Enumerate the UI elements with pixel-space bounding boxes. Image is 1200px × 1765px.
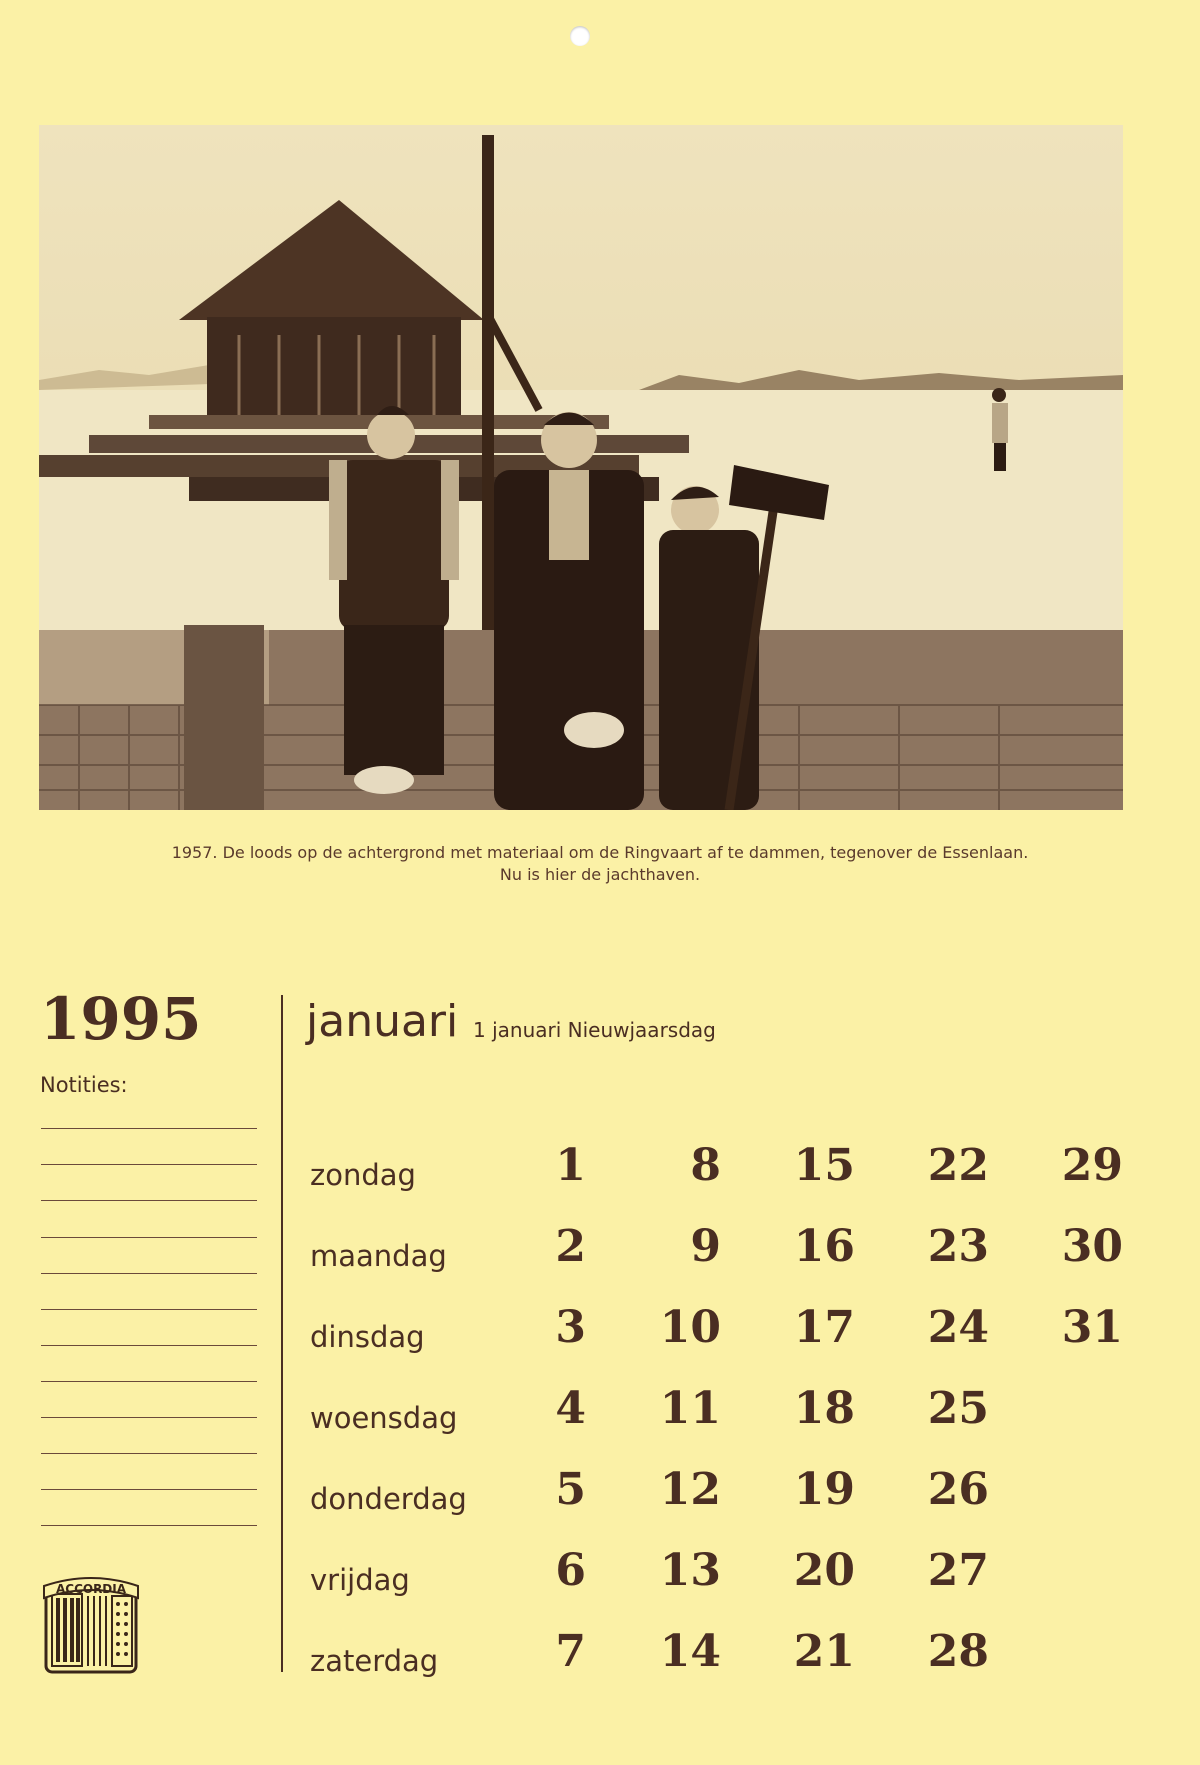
date-cell: 17: [793, 1302, 855, 1353]
date-cell: 27: [927, 1545, 989, 1596]
note-line: [41, 1237, 257, 1238]
historic-photo: [39, 125, 1123, 810]
weekday-label: zondag: [310, 1158, 416, 1192]
date-cell: 22: [927, 1140, 989, 1191]
note-line: [41, 1381, 257, 1382]
date-cell: 14: [659, 1626, 721, 1677]
date-cell: 26: [927, 1464, 989, 1515]
date-cell: 21: [793, 1626, 855, 1677]
notes-label: Notities:: [40, 1073, 128, 1097]
date-cell: 31: [1061, 1302, 1123, 1353]
date-cell: 3: [555, 1302, 586, 1353]
date-cell: 11: [659, 1383, 721, 1434]
date-cell: 4: [555, 1383, 586, 1434]
date-cell: 20: [793, 1545, 855, 1596]
weekday-label: vrijdag: [310, 1563, 410, 1597]
date-cell: 5: [555, 1464, 586, 1515]
date-cell: 13: [659, 1545, 721, 1596]
date-cell: 6: [555, 1545, 586, 1596]
note-line: [41, 1417, 257, 1418]
caption-line-1: 1957. De loods op de achtergrond met materiaal om de Ringvaart af te dammen, tegenover de Essenlaan.: [171, 843, 1029, 862]
holiday-note: 1 januari Nieuwjaarsdag: [473, 1018, 716, 1042]
photo-caption: [0, 842, 1200, 886]
hanger-hole: [570, 26, 590, 46]
weekday-label: zaterdag: [310, 1644, 439, 1678]
note-line: [41, 1525, 257, 1526]
date-cell: 15: [793, 1140, 855, 1191]
caption-line-2: Nu is hier de jachthaven.: [499, 865, 701, 884]
note-line: [41, 1200, 257, 1201]
date-cell: 16: [793, 1221, 855, 1272]
date-cell: 18: [793, 1383, 855, 1434]
note-line: [41, 1309, 257, 1310]
date-cell: 28: [927, 1626, 989, 1677]
date-cell: 25: [927, 1383, 989, 1434]
date-cell: 23: [927, 1221, 989, 1272]
date-cell: 24: [927, 1302, 989, 1353]
calendar-divider: [281, 995, 283, 1672]
date-cell: 12: [659, 1464, 721, 1515]
month-title: januari: [306, 996, 459, 1047]
svg-text:ACCORDIA: ACCORDIA: [55, 1582, 127, 1596]
date-cell: 7: [555, 1626, 586, 1677]
date-cell: 29: [1061, 1140, 1123, 1191]
date-cell: 9: [690, 1221, 721, 1272]
year-title: 1995: [40, 985, 202, 1053]
accordia-logo: [38, 1568, 144, 1676]
note-line: [41, 1164, 257, 1165]
note-line: [41, 1128, 257, 1129]
weekday-label: maandag: [310, 1239, 447, 1273]
note-line: [41, 1273, 257, 1274]
weekday-label: dinsdag: [310, 1320, 425, 1354]
date-cell: 1: [555, 1140, 586, 1191]
date-cell: 2: [555, 1221, 586, 1272]
note-line: [41, 1453, 257, 1454]
note-line: [41, 1489, 257, 1490]
date-cell: 8: [690, 1140, 721, 1191]
weekday-label: donderdag: [310, 1482, 467, 1516]
date-cell: 30: [1061, 1221, 1123, 1272]
note-line: [41, 1345, 257, 1346]
date-cell: 19: [793, 1464, 855, 1515]
date-cell: 10: [659, 1302, 721, 1353]
weekday-label: woensdag: [310, 1401, 458, 1435]
